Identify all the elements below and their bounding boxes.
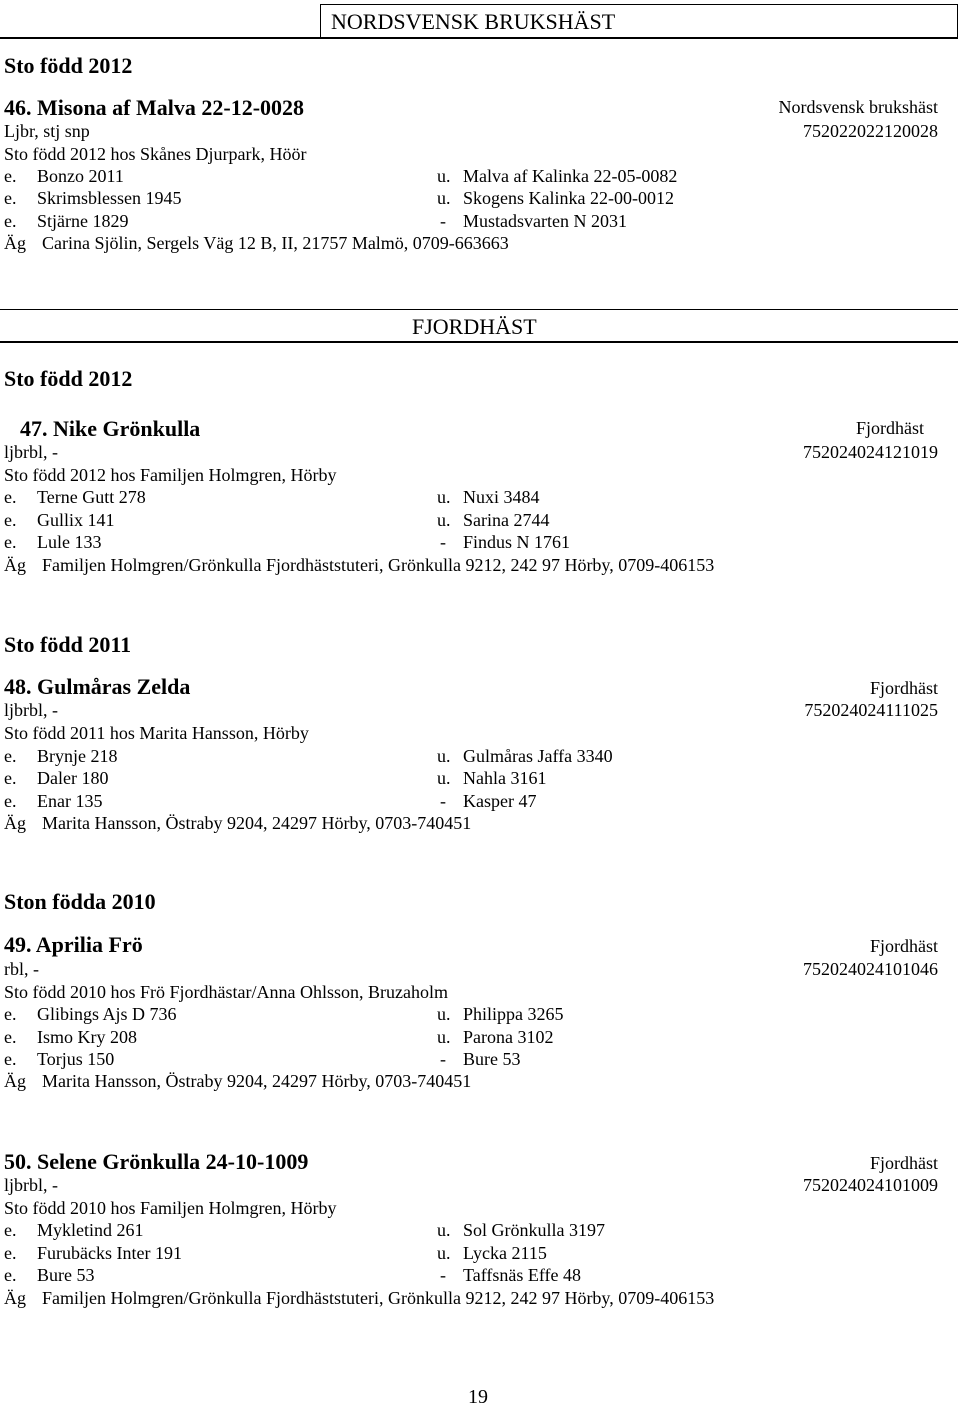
dam: Skogens Kalinka 22-00-0012	[463, 188, 674, 208]
reg-number: 752022022120028	[803, 121, 938, 141]
owner: Familjen Holmgren/Grönkulla Fjordhäststuteri, Grönkulla 9212, 242 97 Hörby, 0709-406153	[42, 1288, 715, 1308]
ped-prefix: e.	[4, 1220, 17, 1240]
ped-prefix: u.	[437, 166, 451, 186]
ped-prefix: u.	[437, 487, 451, 507]
dam: Sol Grönkulla 3197	[463, 1220, 605, 1240]
color: ljbrbl, -	[4, 442, 58, 462]
horse-name: 47. Nike Grönkulla	[20, 416, 201, 441]
dam: Nahla 3161	[463, 768, 547, 788]
born-info: Sto född 2011 hos Marita Hansson, Hörby	[4, 723, 309, 743]
ped-prefix: e.	[4, 768, 17, 788]
owner-label: Äg	[4, 233, 26, 253]
ped-prefix: -	[440, 791, 446, 811]
reg-number: 752024024111025	[804, 700, 938, 720]
ped-prefix: u.	[437, 746, 451, 766]
sire: Enar 135	[37, 791, 103, 811]
sire: Daler 180	[37, 768, 109, 788]
header-box	[0, 309, 958, 343]
ped-prefix: -	[440, 1049, 446, 1069]
color: rbl, -	[4, 959, 39, 979]
ped-prefix: -	[440, 211, 446, 231]
reg-number: 752024024101046	[803, 959, 938, 979]
sire: Bonzo 2011	[37, 166, 124, 186]
ped-prefix: u.	[437, 1004, 451, 1024]
horse-name: 49. Aprilia Frö	[4, 932, 143, 957]
owner-label: Äg	[4, 555, 26, 575]
divider	[0, 37, 958, 39]
dam: Sarina 2744	[463, 510, 550, 530]
ped-prefix: e.	[4, 1027, 17, 1047]
born-info: Sto född 2010 hos Familjen Holmgren, Hörby	[4, 1198, 337, 1218]
sire: Glibings Ajs D 736	[37, 1004, 177, 1024]
ped-prefix: -	[440, 532, 446, 552]
breed: Fjordhäst	[869, 1153, 938, 1173]
page-number: 19	[468, 1386, 488, 1408]
born-info: Sto född 2012 hos Skånes Djurpark, Höör	[4, 144, 307, 164]
ped-prefix: e.	[4, 188, 17, 208]
sire: Stjärne 1829	[37, 211, 129, 231]
sire: Bure 53	[37, 1265, 95, 1285]
header-title: FJORDHÄST	[412, 314, 537, 339]
dam: Lycka 2115	[463, 1243, 547, 1263]
ped-prefix: u.	[437, 1027, 451, 1047]
sire: Brynje 218	[37, 746, 118, 766]
ped-prefix: e.	[4, 1004, 17, 1024]
owner: Marita Hansson, Östraby 9204, 24297 Hörby, 0703-740451	[42, 1071, 472, 1091]
ped-prefix: e.	[4, 532, 17, 552]
ped-prefix: u.	[437, 188, 451, 208]
ped-prefix: e.	[4, 166, 17, 186]
owner-label: Äg	[4, 1288, 26, 1308]
dam: Kasper 47	[463, 791, 537, 811]
dam: Parona 3102	[463, 1027, 554, 1047]
horse-name: 48. Gulmåras Zelda	[4, 674, 191, 699]
breed: Fjordhäst	[869, 678, 938, 698]
color: ljbrbl, -	[4, 1175, 58, 1195]
sire: Skrimsblessen 1945	[37, 188, 182, 208]
horse-name: 46. Misona af Malva 22-12-0028	[4, 95, 305, 120]
owner-label: Äg	[4, 1071, 26, 1091]
dam: Findus N 1761	[463, 532, 571, 552]
dam: Nuxi 3484	[463, 487, 540, 507]
header-box	[320, 4, 958, 37]
ped-prefix: e.	[4, 746, 17, 766]
ped-prefix: u.	[437, 1243, 451, 1263]
reg-number: 752024024101009	[803, 1175, 938, 1195]
breed: Nordsvensk brukshäst	[778, 97, 938, 117]
ped-prefix: e.	[4, 211, 17, 231]
owner-label: Äg	[4, 813, 26, 833]
header-title: NORDSVENSK BRUKSHÄST	[331, 9, 616, 34]
dam: Malva af Kalinka 22-05-0082	[463, 166, 678, 186]
owner: Familjen Holmgren/Grönkulla Fjordhäststuteri, Grönkulla 9212, 242 97 Hörby, 0709-406153	[42, 555, 715, 575]
sire: Terne Gutt 278	[37, 487, 146, 507]
color: Ljbr, stj snp	[4, 121, 90, 141]
section-title: Sto född 2012	[4, 366, 133, 391]
ped-prefix: e.	[4, 510, 17, 530]
ped-prefix: u.	[437, 768, 451, 788]
reg-number: 752024024121019	[803, 442, 938, 462]
ped-prefix: e.	[4, 1265, 17, 1285]
sire: Furubäcks Inter 191	[37, 1243, 182, 1263]
horse-name: 50. Selene Grönkulla 24-10-1009	[4, 1149, 309, 1174]
dam: Philippa 3265	[463, 1004, 564, 1024]
owner: Carina Sjölin, Sergels Väg 12 B, II, 21757 Malmö, 0709-663663	[42, 233, 509, 253]
dam: Mustadsvarten N 2031	[463, 211, 627, 231]
ped-prefix: u.	[437, 510, 451, 530]
sire: Ismo Kry 208	[37, 1027, 137, 1047]
ped-prefix: u.	[437, 1220, 451, 1240]
sire: Lule 133	[37, 532, 102, 552]
section-title: Ston födda 2010	[4, 889, 156, 914]
ped-prefix: e.	[4, 1049, 17, 1069]
section-title: Sto född 2011	[4, 632, 132, 657]
color: ljbrbl, -	[4, 700, 58, 720]
ped-prefix: e.	[4, 487, 17, 507]
breed: Fjordhäst	[869, 936, 938, 956]
dam: Gulmåras Jaffa 3340	[463, 746, 613, 766]
sire: Mykletind 261	[37, 1220, 144, 1240]
owner: Marita Hansson, Östraby 9204, 24297 Hörby, 0703-740451	[42, 813, 472, 833]
born-info: Sto född 2012 hos Familjen Holmgren, Hörby	[4, 465, 337, 485]
dam: Bure 53	[463, 1049, 521, 1069]
section-title: Sto född 2012	[4, 53, 133, 78]
dam: Taffsnäs Effe 48	[463, 1265, 582, 1285]
ped-prefix: e.	[4, 791, 17, 811]
breed: Fjordhäst	[855, 418, 924, 438]
born-info: Sto född 2010 hos Frö Fjordhästar/Anna Ohlsson, Bruzaholm	[4, 982, 448, 1002]
sire: Gullix 141	[37, 510, 115, 530]
ped-prefix: e.	[4, 1243, 17, 1263]
sire: Torjus 150	[37, 1049, 115, 1069]
ped-prefix: -	[440, 1265, 446, 1285]
